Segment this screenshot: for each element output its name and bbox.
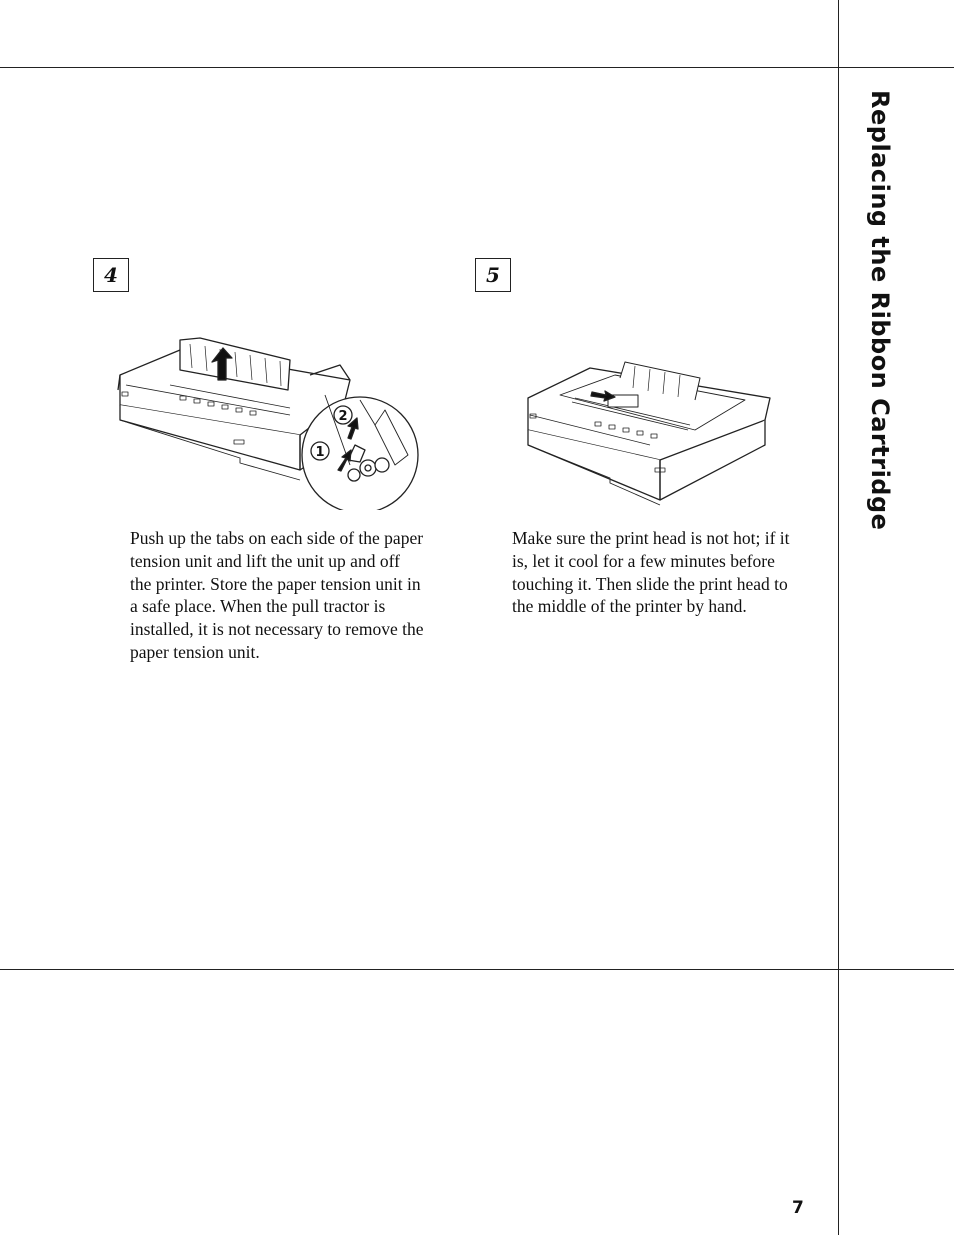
callout-2: 2 (338, 409, 348, 424)
step-number-box: 5 (475, 258, 511, 292)
printer-illustration-step-5 (520, 350, 780, 512)
step-number-box: 4 (93, 258, 129, 292)
step-4-instruction: Push up the tabs on each side of the paper tension unit and lift the unit up and off the printer. Store the paper tension unit in a safe place. When the pull tractor is installed, it is not necessary to remove the paper tension unit. (130, 528, 424, 662)
printer-illustration-step-4 (110, 330, 425, 510)
bottom-rule (0, 969, 954, 970)
chapter-side-title: Replacing the Ribbon Cartridge (866, 90, 894, 531)
top-rule (0, 67, 954, 68)
callout-1: 1 (315, 445, 325, 460)
step-5-instruction: Make sure the print head is not hot; if it is, let it cool for a few minutes before touching it. Then slide the print head to the middle of the printer by hand. (512, 528, 790, 617)
side-tab-rule (838, 0, 839, 1235)
page-number: 7 (792, 1198, 804, 1218)
